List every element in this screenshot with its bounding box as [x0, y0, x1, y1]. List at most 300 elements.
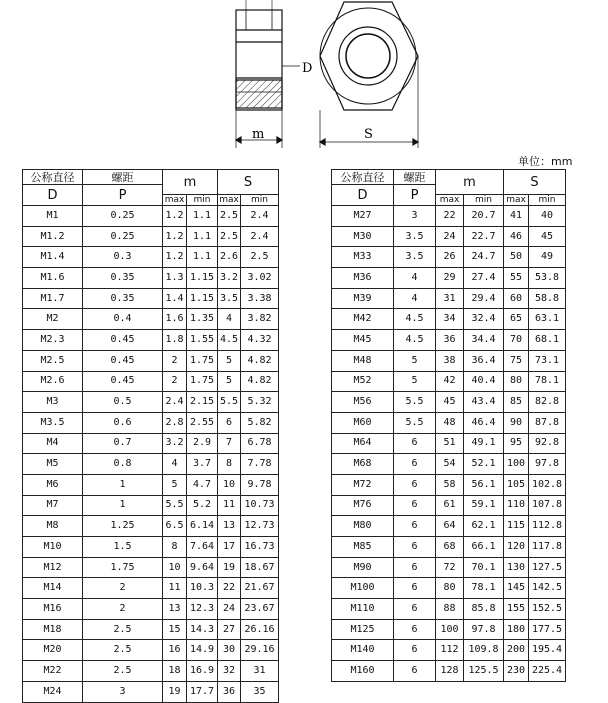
- cell-m-min: 20.7: [464, 206, 504, 227]
- cell-pitch: 0.25: [83, 226, 163, 247]
- table-row: [332, 474, 566, 495]
- cell-pitch: 6: [394, 474, 436, 495]
- cell-pitch: 4: [394, 268, 436, 289]
- cell-nominal-diameter: M2: [23, 309, 83, 330]
- table-row: [23, 371, 279, 392]
- cell-s-max: 5: [218, 350, 241, 371]
- cell-m-min: 36.4: [464, 350, 504, 371]
- cell-m-max: 45: [436, 392, 464, 413]
- cell-m-max: 80: [436, 578, 464, 599]
- cell-s-max: 41: [504, 206, 529, 227]
- cell-m-max: 11: [163, 578, 187, 599]
- table-row: [332, 206, 566, 227]
- table-row: [332, 226, 566, 247]
- header-s: S: [504, 170, 566, 195]
- cell-pitch: 6: [394, 619, 436, 640]
- cell-pitch: 2: [83, 578, 163, 599]
- cell-m-min: 78.1: [464, 578, 504, 599]
- table-row: [23, 619, 279, 640]
- cell-m-min: 10.3: [187, 578, 218, 599]
- cell-m-min: 27.4: [464, 268, 504, 289]
- cell-pitch: 2.5: [83, 640, 163, 661]
- cell-m-max: 2.4: [163, 392, 187, 413]
- cell-s-min: 40: [529, 206, 566, 227]
- cell-pitch: 6: [394, 537, 436, 558]
- cell-s-min: 92.8: [529, 433, 566, 454]
- cell-pitch: 0.7: [83, 433, 163, 454]
- table-row: [23, 309, 279, 330]
- table-row: [23, 433, 279, 454]
- nut-side-view: [236, 0, 300, 148]
- cell-pitch: 6: [394, 557, 436, 578]
- cell-s-min: 21.67: [241, 578, 279, 599]
- cell-m-min: 3.7: [187, 454, 218, 475]
- cell-s-max: 8: [218, 454, 241, 475]
- cell-s-max: 110: [504, 495, 529, 516]
- cell-nominal-diameter: M2.5: [23, 350, 83, 371]
- cell-nominal-diameter: M33: [332, 247, 394, 268]
- cell-s-max: 13: [218, 516, 241, 537]
- header-nominal-cn: 公称直径: [23, 170, 83, 185]
- cell-nominal-diameter: M85: [332, 537, 394, 558]
- cell-nominal-diameter: M68: [332, 454, 394, 475]
- cell-nominal-diameter: M22: [23, 661, 83, 682]
- cell-s-max: 5: [218, 371, 241, 392]
- cell-pitch: 0.4: [83, 309, 163, 330]
- cell-s-min: 6.78: [241, 433, 279, 454]
- label-m: m: [252, 127, 265, 142]
- table-row: [332, 288, 566, 309]
- header-pitch-sym: P: [394, 185, 436, 206]
- cell-m-max: 10: [163, 557, 187, 578]
- cell-nominal-diameter: M1.6: [23, 268, 83, 289]
- table-row: [23, 495, 279, 516]
- cell-pitch: 1.75: [83, 557, 163, 578]
- table-row: [23, 206, 279, 227]
- cell-nominal-diameter: M8: [23, 516, 83, 537]
- cell-pitch: 4.5: [394, 309, 436, 330]
- cell-m-max: 88: [436, 599, 464, 620]
- cell-s-max: 80: [504, 371, 529, 392]
- cell-s-min: 73.1: [529, 350, 566, 371]
- cell-nominal-diameter: M14: [23, 578, 83, 599]
- cell-s-min: 4.82: [241, 350, 279, 371]
- cell-nominal-diameter: M1: [23, 206, 83, 227]
- cell-nominal-diameter: M36: [332, 268, 394, 289]
- cell-pitch: 0.45: [83, 330, 163, 351]
- cell-m-min: 1.75: [187, 371, 218, 392]
- cell-s-max: 17: [218, 537, 241, 558]
- table-row: [23, 578, 279, 599]
- cell-m-max: 100: [436, 619, 464, 640]
- cell-m-min: 4.7: [187, 474, 218, 495]
- cell-m-max: 112: [436, 640, 464, 661]
- cell-m-max: 5: [163, 474, 187, 495]
- cell-m-max: 36: [436, 330, 464, 351]
- cell-m-max: 19: [163, 681, 187, 702]
- cell-s-min: 4.32: [241, 330, 279, 351]
- cell-pitch: 2: [83, 599, 163, 620]
- cell-pitch: 0.5: [83, 392, 163, 413]
- table-row: [332, 309, 566, 330]
- cell-m-min: 1.75: [187, 350, 218, 371]
- cell-s-min: 177.5: [529, 619, 566, 640]
- cell-s-max: 3.2: [218, 268, 241, 289]
- cell-m-min: 125.5: [464, 661, 504, 682]
- cell-pitch: 0.35: [83, 268, 163, 289]
- table-row: [23, 454, 279, 475]
- cell-m-min: 34.4: [464, 330, 504, 351]
- cell-m-min: 1.35: [187, 309, 218, 330]
- header-m-min: min: [187, 195, 218, 206]
- cell-m-max: 38: [436, 350, 464, 371]
- cell-s-min: 29.16: [241, 640, 279, 661]
- cell-s-max: 60: [504, 288, 529, 309]
- cell-s-max: 75: [504, 350, 529, 371]
- cell-s-min: 35: [241, 681, 279, 702]
- cell-m-max: 18: [163, 661, 187, 682]
- cell-pitch: 0.45: [83, 350, 163, 371]
- cell-m-max: 3.2: [163, 433, 187, 454]
- cell-pitch: 1: [83, 474, 163, 495]
- cell-nominal-diameter: M30: [332, 226, 394, 247]
- table-row: [23, 288, 279, 309]
- cell-pitch: 4.5: [394, 330, 436, 351]
- cell-nominal-diameter: M20: [23, 640, 83, 661]
- cell-s-min: 23.67: [241, 599, 279, 620]
- cell-s-min: 152.5: [529, 599, 566, 620]
- cell-s-max: 27: [218, 619, 241, 640]
- cell-s-min: 16.73: [241, 537, 279, 558]
- cell-m-min: 2.9: [187, 433, 218, 454]
- cell-pitch: 1: [83, 495, 163, 516]
- cell-s-min: 112.8: [529, 516, 566, 537]
- cell-m-max: 48: [436, 412, 464, 433]
- cell-pitch: 3: [394, 206, 436, 227]
- cell-m-min: 49.1: [464, 433, 504, 454]
- table-body-right: [332, 206, 566, 682]
- table-row: [23, 557, 279, 578]
- cell-m-max: 26: [436, 247, 464, 268]
- cell-s-min: 10.73: [241, 495, 279, 516]
- cell-m-max: 54: [436, 454, 464, 475]
- cell-nominal-diameter: M1.4: [23, 247, 83, 268]
- cell-s-min: 63.1: [529, 309, 566, 330]
- cell-nominal-diameter: M10: [23, 537, 83, 558]
- cell-m-max: 58: [436, 474, 464, 495]
- cell-s-max: 2.6: [218, 247, 241, 268]
- cell-s-max: 4.5: [218, 330, 241, 351]
- cell-nominal-diameter: M72: [332, 474, 394, 495]
- cell-pitch: 6: [394, 661, 436, 682]
- header-pitch-sym: P: [83, 185, 163, 206]
- cell-s-min: 102.8: [529, 474, 566, 495]
- cell-m-max: 34: [436, 309, 464, 330]
- cell-pitch: 6: [394, 599, 436, 620]
- cell-pitch: 6: [394, 516, 436, 537]
- cell-pitch: 6: [394, 578, 436, 599]
- cell-s-min: 82.8: [529, 392, 566, 413]
- cell-pitch: 0.45: [83, 371, 163, 392]
- cell-m-max: 29: [436, 268, 464, 289]
- cell-nominal-diameter: M16: [23, 599, 83, 620]
- cell-pitch: 1.5: [83, 537, 163, 558]
- cell-nominal-diameter: M5: [23, 454, 83, 475]
- header-s-min: min: [241, 195, 279, 206]
- cell-m-min: 40.4: [464, 371, 504, 392]
- cell-s-max: 50: [504, 247, 529, 268]
- cell-pitch: 1.25: [83, 516, 163, 537]
- cell-nominal-diameter: M4: [23, 433, 83, 454]
- table-row: [23, 661, 279, 682]
- table-row: [23, 474, 279, 495]
- cell-s-max: 10: [218, 474, 241, 495]
- cell-pitch: 0.6: [83, 412, 163, 433]
- cell-m-max: 2: [163, 350, 187, 371]
- cell-m-max: 2.8: [163, 412, 187, 433]
- cell-s-max: 155: [504, 599, 529, 620]
- cell-m-max: 1.2: [163, 247, 187, 268]
- cell-nominal-diameter: M160: [332, 661, 394, 682]
- cell-s-min: 225.4: [529, 661, 566, 682]
- cell-s-max: 36: [218, 681, 241, 702]
- cell-s-max: 19: [218, 557, 241, 578]
- cell-m-max: 1.4: [163, 288, 187, 309]
- table-row: [332, 516, 566, 537]
- cell-s-max: 30: [218, 640, 241, 661]
- cell-m-min: 22.7: [464, 226, 504, 247]
- header-m-max: max: [163, 195, 187, 206]
- table-row: [332, 247, 566, 268]
- cell-pitch: 5.5: [394, 412, 436, 433]
- cell-nominal-diameter: M76: [332, 495, 394, 516]
- cell-nominal-diameter: M18: [23, 619, 83, 640]
- cell-nominal-diameter: M125: [332, 619, 394, 640]
- cell-nominal-diameter: M80: [332, 516, 394, 537]
- cell-m-min: 16.9: [187, 661, 218, 682]
- table-row: [332, 619, 566, 640]
- cell-nominal-diameter: M1.7: [23, 288, 83, 309]
- cell-m-min: 85.8: [464, 599, 504, 620]
- table-body-left: [23, 206, 279, 703]
- cell-pitch: 6: [394, 640, 436, 661]
- table-row: [332, 392, 566, 413]
- cell-nominal-diameter: M2.3: [23, 330, 83, 351]
- cell-s-max: 55: [504, 268, 529, 289]
- cell-pitch: 0.25: [83, 206, 163, 227]
- table-row: [332, 599, 566, 620]
- cell-m-min: 59.1: [464, 495, 504, 516]
- cell-nominal-diameter: M1.2: [23, 226, 83, 247]
- hex-nut-drawing: [0, 0, 608, 160]
- cell-s-max: 11: [218, 495, 241, 516]
- cell-s-max: 32: [218, 661, 241, 682]
- cell-m-max: 24: [436, 226, 464, 247]
- cell-m-min: 46.4: [464, 412, 504, 433]
- cell-nominal-diameter: M64: [332, 433, 394, 454]
- cell-nominal-diameter: M100: [332, 578, 394, 599]
- cell-s-min: 2.4: [241, 206, 279, 227]
- cell-m-min: 5.2: [187, 495, 218, 516]
- cell-s-max: 70: [504, 330, 529, 351]
- cell-m-max: 1.6: [163, 309, 187, 330]
- cell-s-max: 46: [504, 226, 529, 247]
- cell-m-min: 29.4: [464, 288, 504, 309]
- cell-m-min: 66.1: [464, 537, 504, 558]
- cell-pitch: 5: [394, 350, 436, 371]
- cell-m-min: 70.1: [464, 557, 504, 578]
- cell-m-min: 1.1: [187, 206, 218, 227]
- cell-m-max: 64: [436, 516, 464, 537]
- cell-s-max: 4: [218, 309, 241, 330]
- cell-pitch: 2.5: [83, 661, 163, 682]
- cell-m-min: 17.7: [187, 681, 218, 702]
- cell-m-min: 6.14: [187, 516, 218, 537]
- cell-nominal-diameter: M42: [332, 309, 394, 330]
- cell-s-max: 100: [504, 454, 529, 475]
- cell-m-min: 52.1: [464, 454, 504, 475]
- cell-s-max: 6: [218, 412, 241, 433]
- cell-m-min: 2.15: [187, 392, 218, 413]
- table-row: [332, 557, 566, 578]
- table-row: [332, 661, 566, 682]
- cell-pitch: 5: [394, 371, 436, 392]
- cell-s-max: 3.5: [218, 288, 241, 309]
- cell-m-max: 1.8: [163, 330, 187, 351]
- cell-pitch: 5.5: [394, 392, 436, 413]
- table-row: [332, 268, 566, 289]
- header-nominal-cn: 公称直径: [332, 170, 394, 185]
- cell-s-min: 4.82: [241, 371, 279, 392]
- table-row: [23, 226, 279, 247]
- cell-s-min: 18.67: [241, 557, 279, 578]
- cell-m-min: 97.8: [464, 619, 504, 640]
- cell-s-min: 45: [529, 226, 566, 247]
- table-row: [23, 412, 279, 433]
- cell-s-max: 145: [504, 578, 529, 599]
- cell-s-min: 12.73: [241, 516, 279, 537]
- table-row: [23, 350, 279, 371]
- table-row: [332, 412, 566, 433]
- cell-s-min: 2.4: [241, 226, 279, 247]
- cell-s-min: 68.1: [529, 330, 566, 351]
- cell-s-min: 5.82: [241, 412, 279, 433]
- table-row: [23, 599, 279, 620]
- cell-nominal-diameter: M7: [23, 495, 83, 516]
- cell-s-min: 195.4: [529, 640, 566, 661]
- cell-pitch: 4: [394, 288, 436, 309]
- cell-m-max: 16: [163, 640, 187, 661]
- cell-m-min: 1.1: [187, 247, 218, 268]
- table-row: [332, 578, 566, 599]
- cell-nominal-diameter: M3.5: [23, 412, 83, 433]
- cell-s-max: 2.5: [218, 206, 241, 227]
- cell-m-max: 8: [163, 537, 187, 558]
- cell-m-max: 4: [163, 454, 187, 475]
- cell-nominal-diameter: M140: [332, 640, 394, 661]
- cell-nominal-diameter: M60: [332, 412, 394, 433]
- cell-s-max: 22: [218, 578, 241, 599]
- cell-nominal-diameter: M12: [23, 557, 83, 578]
- cell-m-min: 14.9: [187, 640, 218, 661]
- header-m: m: [163, 170, 218, 195]
- cell-pitch: 0.3: [83, 247, 163, 268]
- cell-pitch: 3.5: [394, 247, 436, 268]
- cell-s-min: 78.1: [529, 371, 566, 392]
- label-d: D: [302, 61, 313, 76]
- cell-m-max: 22: [436, 206, 464, 227]
- cell-s-min: 97.8: [529, 454, 566, 475]
- cell-m-max: 2: [163, 371, 187, 392]
- cell-m-min: 14.3: [187, 619, 218, 640]
- cell-s-max: 5.5: [218, 392, 241, 413]
- cell-nominal-diameter: M2.6: [23, 371, 83, 392]
- cell-s-max: 7: [218, 433, 241, 454]
- cell-s-max: 230: [504, 661, 529, 682]
- cell-m-min: 1.55: [187, 330, 218, 351]
- cell-s-max: 90: [504, 412, 529, 433]
- cell-s-min: 26.16: [241, 619, 279, 640]
- cell-s-max: 105: [504, 474, 529, 495]
- cell-s-max: 130: [504, 557, 529, 578]
- table-row: [332, 495, 566, 516]
- cell-m-max: 61: [436, 495, 464, 516]
- cell-pitch: 3.5: [394, 226, 436, 247]
- spec-table-left: [22, 169, 279, 703]
- cell-m-min: 12.3: [187, 599, 218, 620]
- cell-m-max: 1.2: [163, 206, 187, 227]
- table-row: [332, 433, 566, 454]
- cell-nominal-diameter: M45: [332, 330, 394, 351]
- header-s: S: [218, 170, 279, 195]
- cell-m-max: 68: [436, 537, 464, 558]
- header-s-max: max: [219, 194, 239, 205]
- cell-s-min: 3.38: [241, 288, 279, 309]
- cell-s-max: 180: [504, 619, 529, 640]
- cell-m-min: 1.1: [187, 226, 218, 247]
- cell-m-max: 6.5: [163, 516, 187, 537]
- header-s-max: max: [504, 195, 529, 206]
- cell-s-max: 120: [504, 537, 529, 558]
- cell-m-min: 7.64: [187, 537, 218, 558]
- cell-pitch: 6: [394, 433, 436, 454]
- cell-s-max: 115: [504, 516, 529, 537]
- cell-s-max: 65: [504, 309, 529, 330]
- cell-m-max: 15: [163, 619, 187, 640]
- cell-m-max: 1.3: [163, 268, 187, 289]
- cell-s-max: 24: [218, 599, 241, 620]
- cell-s-min: 87.8: [529, 412, 566, 433]
- cell-s-min: 2.5: [241, 247, 279, 268]
- cell-s-min: 53.8: [529, 268, 566, 289]
- cell-s-min: 127.5: [529, 557, 566, 578]
- spec-table-right: [331, 169, 566, 682]
- cell-s-min: 7.78: [241, 454, 279, 475]
- cell-nominal-diameter: M90: [332, 557, 394, 578]
- cell-nominal-diameter: M56: [332, 392, 394, 413]
- cell-nominal-diameter: M27: [332, 206, 394, 227]
- cell-s-min: 3.82: [241, 309, 279, 330]
- cell-m-min: 2.55: [187, 412, 218, 433]
- cell-pitch: 6: [394, 454, 436, 475]
- header-m-min: min: [464, 195, 504, 206]
- cell-s-min: 31: [241, 661, 279, 682]
- cell-m-min: 32.4: [464, 309, 504, 330]
- cell-m-min: 43.4: [464, 392, 504, 413]
- table-row: [332, 330, 566, 351]
- header-pitch-cn: 螺距: [83, 170, 163, 185]
- cell-m-max: 128: [436, 661, 464, 682]
